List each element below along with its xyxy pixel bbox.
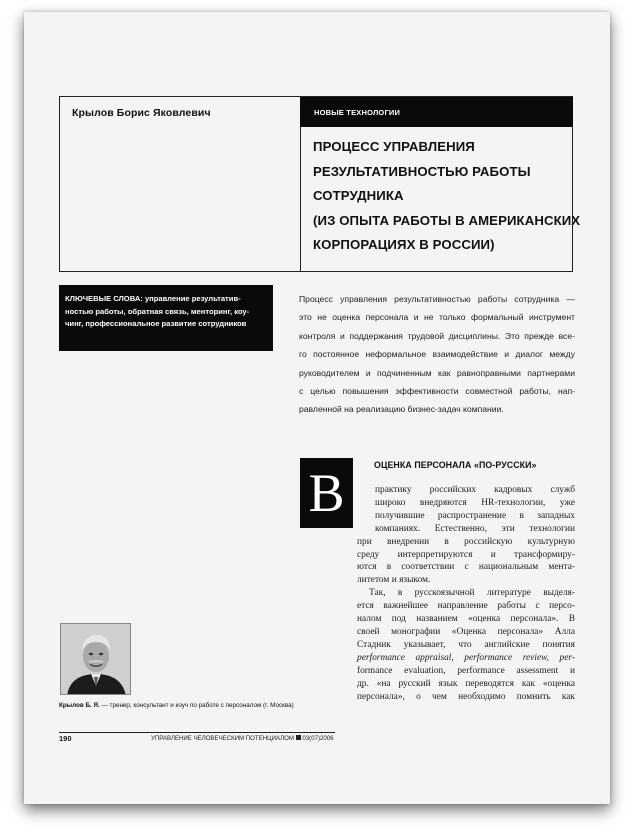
caption-name: Крылов Б. Я.: [59, 702, 100, 709]
portrait-image: [61, 624, 131, 695]
abstract-line: руководителем и подчиненным как равноправными партнерами: [299, 367, 575, 378]
page-number: 190: [59, 734, 72, 743]
abstract-line: это не оценка персонала и не только формальный инструмент: [299, 312, 575, 323]
article-line: налом под названием «оценка персонала». В: [357, 614, 575, 625]
keywords-line: чинг, профессиональное развитие сотрудников: [65, 319, 247, 329]
article-line: ются в соответствии с национальным мента-: [357, 562, 575, 573]
article-line: персонала», о чем необходимо помнить как: [357, 691, 575, 702]
caption-text: — тренер, консультант и коуч по работе с персоналом (г. Москва): [99, 702, 294, 709]
abstract-line: равленной на реализацию бизнес-задач компании.: [299, 404, 504, 415]
title-line: СОТРУДНИКА: [313, 188, 404, 203]
article-header: [59, 96, 581, 272]
abstract-line: с целью повышения эффективности совместной работы, нап-: [299, 386, 575, 397]
title-line: (ИЗ ОПЫТА РАБОТЫ В АМЕРИКАНСКИХ: [313, 212, 581, 228]
title-line: РЕЗУЛЬТАТИВНОСТЬЮ РАБОТЫ: [313, 163, 531, 179]
article-line: компаниях. Естественно, эти технологии: [375, 523, 575, 534]
title-line: ПРОЦЕСС УПРАВЛЕНИЯ: [313, 139, 475, 154]
article-line: при внедрении в российскую культурную: [357, 536, 575, 547]
article-body: [357, 484, 575, 703]
article-line: среду интерпретируются и трансформиру-: [357, 549, 575, 560]
article-subheading: ОЦЕНКА ПЕРСОНАЛА «ПО-РУССКИ»: [374, 460, 537, 470]
article-title: [313, 135, 581, 258]
drop-cap: В: [300, 458, 353, 528]
abstract-line: Процесс управления результативностью работы сотрудника —: [299, 294, 575, 304]
article-line: др. «на русский язык переводятся как «оценка: [357, 678, 575, 689]
article-line: получившие распространение в западных: [375, 510, 575, 521]
journal-page: [24, 12, 610, 804]
article-line: практику российских кадровых служб: [375, 485, 575, 495]
title-line: КОРПОРАЦИЯХ В РОССИИ): [313, 237, 495, 252]
journal-name: УПРАВЛЕНИЕ ЧЕЛОВЕЧЕСКИМ ПОТЕНЦИАЛОМ: [151, 735, 294, 742]
keywords-box: [59, 285, 273, 351]
journal-issue: 03(07)2006: [300, 735, 334, 742]
article-line: широко внедряются HR-технологии, уже: [375, 497, 575, 508]
article-line-italic: performance appraisal, performance review, per-: [357, 652, 575, 663]
abstract-line: контроля и поддержания трудовой дисциплины. Это прежде все-: [299, 330, 575, 341]
author-name: Крылов Борис Яковлевич: [72, 107, 211, 119]
article-line: своей монографии «Оценка персонала» Алла: [357, 626, 575, 637]
section-bar: [300, 97, 573, 127]
article-line: Так, в русскоязычной литературе выделя-: [369, 588, 575, 599]
photo-caption: [59, 702, 294, 709]
article-line: formance evaluation, performance assessment и: [357, 665, 575, 676]
article-line: ется важнейшее направление работы с персо-: [357, 601, 575, 612]
abstract: [299, 290, 575, 419]
keywords-line: ностью работы, обратная связь, менторинг, коу-: [65, 306, 250, 316]
author-photo: [60, 623, 131, 695]
journal-footer: [151, 735, 334, 742]
abstract-line: го постоянное неформальное взаимодействие и диалог между: [299, 349, 575, 360]
article-line: [357, 652, 575, 665]
section-label: НОВЫЕ ТЕХНОЛОГИИ: [314, 108, 401, 117]
article-line: Стадник указывает, что английские понятия: [357, 639, 575, 650]
article-line: литетом и языком.: [357, 575, 431, 586]
keywords-line: КЛЮЧЕВЫЕ СЛОВА: управление результатив-: [65, 294, 241, 303]
footer-rule: [59, 732, 335, 733]
